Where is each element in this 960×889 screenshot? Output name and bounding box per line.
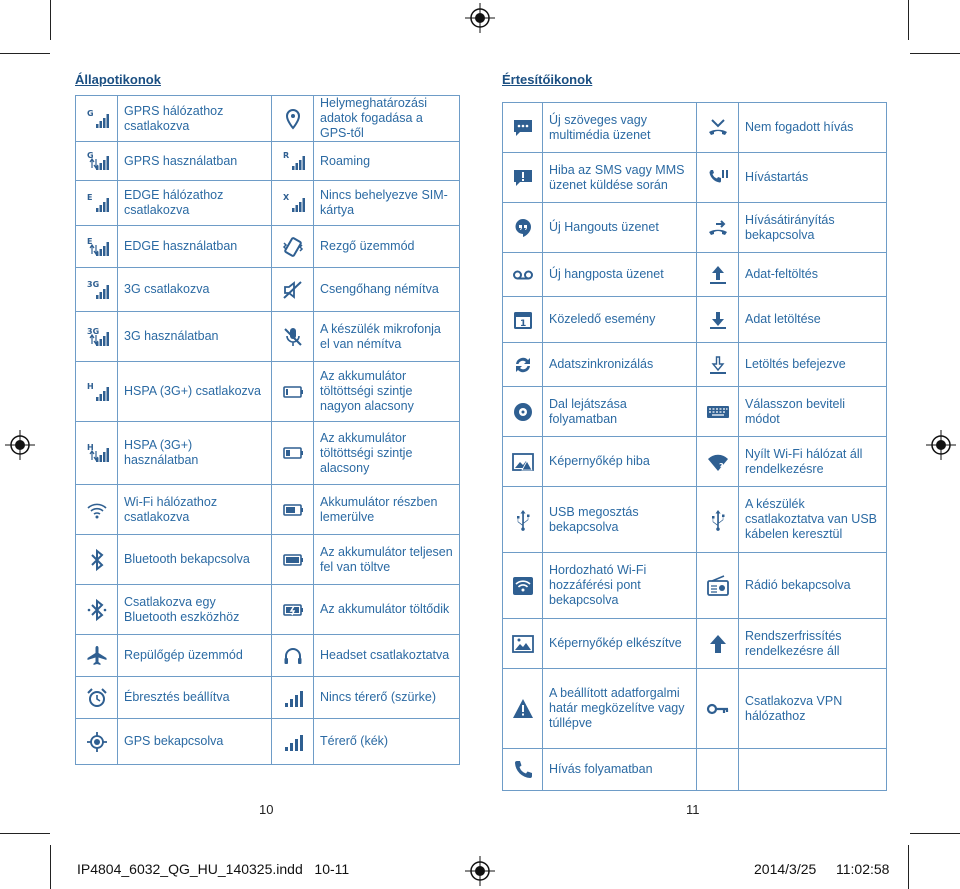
icon-cell (76, 312, 118, 362)
icon-cell (503, 103, 543, 153)
warning-icon (511, 697, 535, 721)
table-row (503, 437, 887, 487)
icon-cell (272, 362, 314, 422)
status-icons-table (75, 95, 460, 765)
icon-cell (272, 535, 314, 585)
registration-mark-icon (465, 856, 495, 886)
sync-icon (511, 353, 535, 377)
icon-cell (76, 485, 118, 535)
svg-text:G: G (86, 151, 94, 160)
table-row (76, 422, 460, 485)
table-row (503, 343, 887, 387)
table-row (76, 312, 460, 362)
no-sim-signal-icon (281, 191, 305, 215)
vibrate-icon (281, 235, 305, 259)
description-cell: Headset csatlakoztatva (314, 635, 460, 677)
description-cell: Roaming (314, 142, 460, 181)
icon-cell (697, 153, 739, 203)
description-cell: Térerő (kék) (314, 719, 460, 765)
system-update-icon (706, 632, 730, 656)
description-cell: Repülőgép üzemmód (118, 635, 272, 677)
description-cell: Csatlakozva egy Bluetooth eszközhöz (118, 585, 272, 635)
icon-cell (272, 719, 314, 765)
icon-cell (272, 181, 314, 226)
alarm-icon (85, 686, 109, 710)
bluetooth-connected-icon (85, 598, 109, 622)
icon-cell (76, 226, 118, 268)
table-row (503, 297, 887, 343)
description-cell: EDGE hálózathoz csatlakozva (118, 181, 272, 226)
icon-cell (503, 153, 543, 203)
description-cell: Nyílt Wi-Fi hálózat áll rendelkezésre (739, 437, 887, 487)
call-forward-icon (706, 216, 730, 240)
description-cell: Hordozható Wi-Fi hozzáférési pont bekapcsolva (543, 553, 697, 619)
icon-cell (697, 203, 739, 253)
wifi-open-icon (706, 450, 730, 474)
description-cell: Rendszerfrissítés rendelkezésre áll (739, 619, 887, 669)
description-cell: EDGE használatban (118, 226, 272, 268)
icon-cell (76, 535, 118, 585)
screenshot-icon (511, 632, 535, 656)
download-done-icon (706, 353, 730, 377)
bluetooth-icon (85, 548, 109, 572)
vpn-key-icon (706, 697, 730, 721)
status-icons-heading: Állapotikonok (75, 72, 161, 87)
icon-cell (272, 268, 314, 312)
icon-cell (697, 103, 739, 153)
notification-icons-heading: Értesítőikonok (502, 72, 593, 87)
icon-cell (697, 437, 739, 487)
missed-call-icon (706, 116, 730, 140)
crop-mark (910, 833, 960, 834)
description-cell: Adat letöltése (739, 297, 887, 343)
icon-cell (76, 96, 118, 142)
table-row (503, 669, 887, 749)
description-cell: 3G használatban (118, 312, 272, 362)
calendar-icon (511, 308, 535, 332)
svg-text:E: E (86, 193, 92, 202)
description-cell: GPS bekapcsolva (118, 719, 272, 765)
registration-mark-icon (926, 430, 956, 460)
icon-cell (76, 362, 118, 422)
icon-cell (76, 585, 118, 635)
upload-icon (706, 263, 730, 287)
page-number-right: 11 (686, 802, 700, 817)
icon-cell (503, 437, 543, 487)
footer-file-name: IP4804_6032_QG_HU_140325.indd 10-11 (77, 861, 350, 877)
crop-mark (0, 53, 50, 54)
headset-icon (281, 644, 305, 668)
description-cell: Adatszinkronizálás (543, 343, 697, 387)
description-cell: Nem fogadott hívás (739, 103, 887, 153)
description-cell: Csatlakozva VPN hálózathoz (739, 669, 887, 749)
icon-cell (272, 142, 314, 181)
table-row (76, 585, 460, 635)
icon-cell (697, 387, 739, 437)
notification-icons-table (502, 102, 887, 791)
page-number-left: 10 (259, 802, 274, 817)
icon-cell (697, 619, 739, 669)
table-row (503, 103, 887, 153)
svg-text:?: ? (718, 461, 724, 471)
icon-cell (697, 297, 739, 343)
table-row (503, 153, 887, 203)
svg-text:1: 1 (519, 318, 526, 329)
svg-text:E: E (86, 236, 92, 246)
icon-cell (503, 619, 543, 669)
description-cell: A készülék csatlakoztatva van USB kábelen keresztül (739, 487, 887, 553)
hotspot-icon (511, 574, 535, 598)
icon-cell (272, 635, 314, 677)
description-cell: GPRS hálózathoz csatlakozva (118, 96, 272, 142)
3g-in-use-icon (85, 325, 109, 349)
icon-cell (76, 142, 118, 181)
description-cell: Nincs behelyezve SIM-kártya (314, 181, 460, 226)
description-cell: Nincs térerő (szürke) (314, 677, 460, 719)
description-cell: Csengőhang némítva (314, 268, 460, 312)
usb-icon (706, 508, 730, 532)
description-cell: Új hangposta üzenet (543, 253, 697, 297)
music-icon (511, 400, 535, 424)
crop-mark (908, 0, 909, 40)
registration-mark-icon (465, 3, 495, 33)
edge-connected-icon (85, 191, 109, 215)
screenshot-error-icon (511, 450, 535, 474)
icon-cell (503, 487, 543, 553)
3g-connected-icon (85, 278, 109, 302)
icon-cell (272, 226, 314, 268)
icon-cell (697, 669, 739, 749)
icon-cell (503, 203, 543, 253)
icon-cell (76, 422, 118, 485)
table-row (76, 677, 460, 719)
radio-icon (706, 574, 730, 598)
battery-partial-icon (281, 498, 305, 522)
icon-cell (697, 553, 739, 619)
table-row (76, 226, 460, 268)
location-pin-icon (281, 107, 305, 131)
description-cell: Wi-Fi hálózathoz csatlakozva (118, 485, 272, 535)
sms-icon (511, 116, 535, 140)
description-cell (739, 749, 887, 791)
icon-cell (697, 253, 739, 297)
icon-cell (503, 669, 543, 749)
icon-cell (272, 422, 314, 485)
description-cell: HSPA (3G+) csatlakozva (118, 362, 272, 422)
hspa-in-use-icon (85, 441, 109, 465)
description-cell: USB megosztás bekapcsolva (543, 487, 697, 553)
description-cell: Letöltés befejezve (739, 343, 887, 387)
gprs-in-use-icon (85, 149, 109, 173)
svg-text:R: R (282, 151, 289, 160)
description-cell: Dal lejátszása folyamatban (543, 387, 697, 437)
icon-cell (76, 635, 118, 677)
battery-low-icon (281, 441, 305, 465)
svg-text:3G: 3G (86, 279, 99, 289)
description-cell: Új szöveges vagy multimédia üzenet (543, 103, 697, 153)
icon-cell (272, 585, 314, 635)
description-cell: HSPA (3G+) használatban (118, 422, 272, 485)
keyboard-icon (706, 400, 730, 424)
icon-cell (272, 677, 314, 719)
svg-text:H: H (86, 443, 94, 452)
crop-mark (910, 53, 960, 54)
hangouts-icon (511, 216, 535, 240)
description-cell: Válasszon beviteli módot (739, 387, 887, 437)
registration-mark-icon (5, 430, 35, 460)
sms-error-icon (511, 166, 535, 190)
roaming-signal-icon (281, 149, 305, 173)
gprs-connected-icon (85, 107, 109, 131)
table-row (76, 268, 460, 312)
description-cell: A készülék mikrofonja el van némítva (314, 312, 460, 362)
description-cell: Adat-feltöltés (739, 253, 887, 297)
icon-cell (503, 749, 543, 791)
icon-cell (503, 553, 543, 619)
svg-text:H: H (86, 381, 94, 391)
signal-grey-icon (281, 686, 305, 710)
icon-cell (76, 181, 118, 226)
icon-cell (76, 719, 118, 765)
description-cell: Rezgő üzemmód (314, 226, 460, 268)
table-row (76, 485, 460, 535)
icon-cell (697, 487, 739, 553)
description-cell: Bluetooth bekapcsolva (118, 535, 272, 585)
battery-very-low-icon (281, 380, 305, 404)
description-cell: Helymeghatározási adatok fogadása a GPS-től (314, 96, 460, 142)
description-cell: Hívástartás (739, 153, 887, 203)
table-row (76, 362, 460, 422)
wifi-icon (85, 498, 109, 522)
table-row (76, 96, 460, 142)
download-icon (706, 308, 730, 332)
voicemail-icon (511, 263, 535, 287)
icon-cell (272, 96, 314, 142)
signal-blue-icon (281, 730, 305, 754)
edge-in-use-icon (85, 235, 109, 259)
description-cell: Képernyőkép elkészítve (543, 619, 697, 669)
icon-cell (76, 268, 118, 312)
mic-muted-icon (281, 325, 305, 349)
battery-full-icon (281, 548, 305, 572)
table-row (503, 203, 887, 253)
description-cell: Akkumulátor részben lemerülve (314, 485, 460, 535)
crop-mark (0, 833, 50, 834)
hspa-connected-icon (85, 380, 109, 404)
gps-icon (85, 730, 109, 754)
svg-text:X: X (282, 193, 289, 202)
icon-cell (76, 677, 118, 719)
description-cell: Ébresztés beállítva (118, 677, 272, 719)
table-row (76, 719, 460, 765)
description-cell: Hívás folyamatban (543, 749, 697, 791)
table-row (503, 253, 887, 297)
icon-cell (272, 485, 314, 535)
description-cell: Az akkumulátor töltődik (314, 585, 460, 635)
table-row (503, 553, 887, 619)
description-cell: Képernyőkép hiba (543, 437, 697, 487)
description-cell: GPRS használatban (118, 142, 272, 181)
description-cell: Hívásátirányítás bekapcsolva (739, 203, 887, 253)
crop-mark (908, 845, 909, 889)
ringer-muted-icon (281, 278, 305, 302)
description-cell: 3G csatlakozva (118, 268, 272, 312)
description-cell: Hiba az SMS vagy MMS üzenet küldése során (543, 153, 697, 203)
call-hold-icon (706, 166, 730, 190)
svg-text:G: G (86, 108, 94, 118)
description-cell: Az akkumulátor töltöttségi szintje alacsony (314, 422, 460, 485)
icon-cell (503, 253, 543, 297)
svg-text:3G: 3G (86, 326, 99, 336)
description-cell: A beállított adatforgalmi határ megközelítve vagy túllépve (543, 669, 697, 749)
usb-icon (511, 508, 535, 532)
description-cell: Az akkumulátor teljesen fel van töltve (314, 535, 460, 585)
icon-cell (503, 343, 543, 387)
table-row (503, 487, 887, 553)
table-row (503, 387, 887, 437)
icon-cell (272, 312, 314, 362)
icon-cell (503, 297, 543, 343)
table-row (76, 535, 460, 585)
battery-charging-icon (281, 598, 305, 622)
table-row (503, 749, 887, 791)
crop-mark (50, 0, 51, 40)
table-row (76, 635, 460, 677)
icon-cell (697, 749, 739, 791)
airplane-icon (85, 644, 109, 668)
table-row (76, 142, 460, 181)
phone-icon (511, 758, 535, 782)
icon-cell (697, 343, 739, 387)
description-cell: Közeledő esemény (543, 297, 697, 343)
table-row (503, 619, 887, 669)
footer-time: 11:02:58 (836, 861, 890, 877)
footer-date: 2014/3/25 (754, 861, 817, 877)
description-cell: Új Hangouts üzenet (543, 203, 697, 253)
table-row (76, 181, 460, 226)
crop-mark (50, 845, 51, 889)
icon-cell (503, 387, 543, 437)
description-cell: Rádió bekapcsolva (739, 553, 887, 619)
description-cell: Az akkumulátor töltöttségi szintje nagyon alacsony (314, 362, 460, 422)
